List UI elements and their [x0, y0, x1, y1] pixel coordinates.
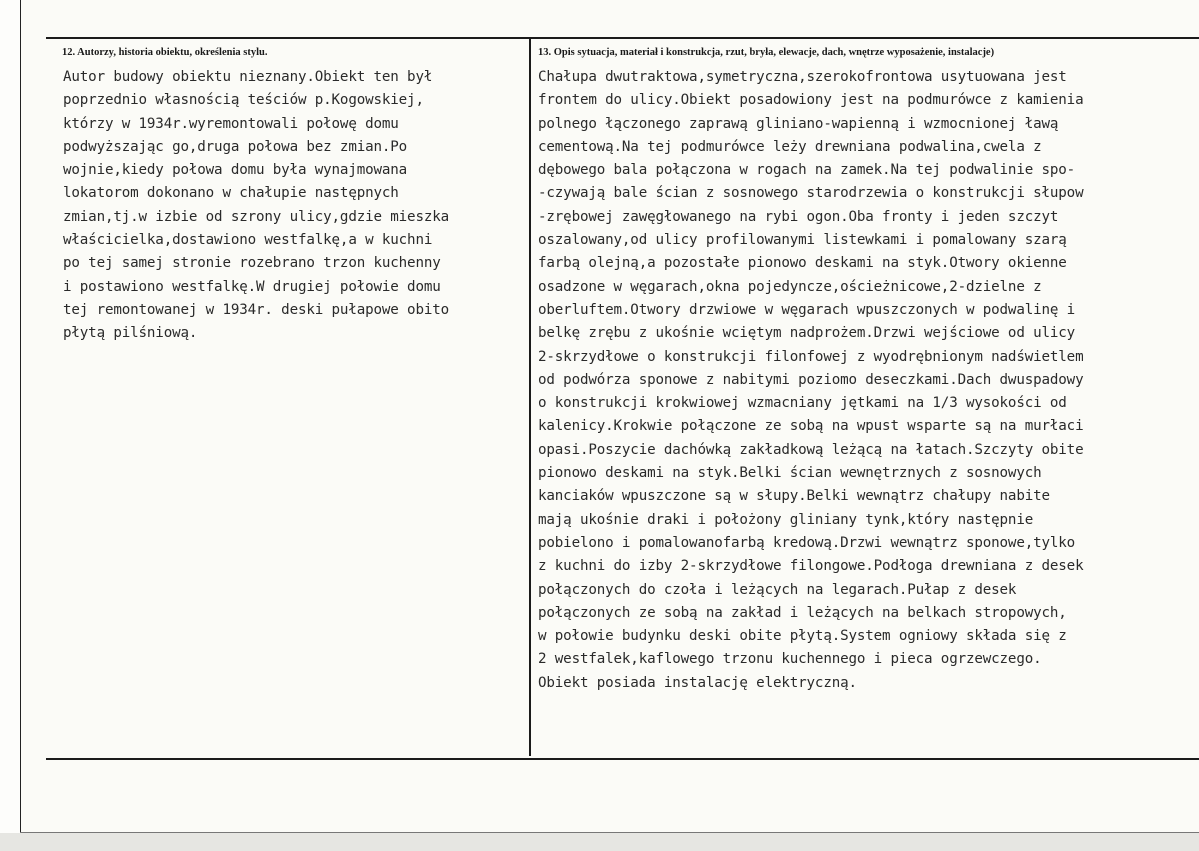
text-line: lokatorom dokonano w chałupie następnych: [63, 185, 399, 202]
text-line: Chałupa dwutraktowa,symetryczna,szerokofrontowa usytuowana jest: [538, 69, 1067, 85]
text-line: pobielono i pomalowanofarbą kredową.Drzwi wewnątrz sponowe,tylko: [538, 534, 1076, 551]
text-line: o konstrukcji krokwiowej wzmacniany jętkami na 1/3 wysokości od: [538, 395, 1067, 412]
section-13-heading: 13. Opis sytuacja, materiał i konstrukcja, rzut, bryła, elewacje, dach, wnętrze wyposażenie, instalacje): [538, 47, 995, 58]
page-left-margin: [0, 0, 21, 851]
text-line: pionowo deskami na styk.Belki ścian wewnętrznych z sosnowych: [538, 465, 1042, 482]
text-line: zmian,tj.w izbie od szrony ulicy,gdzie mieszka: [63, 208, 450, 225]
text-line: mają ukośnie draki i położony gliniany tynk,który następnie: [538, 511, 1034, 528]
text-line: 2-skrzydłowe o konstrukcji filonfowej z wyodrębnionym nadświetlem: [538, 348, 1084, 365]
section-12-heading: 12. Autorzy, historia obiektu, określenia stylu.: [62, 47, 268, 58]
text-line: i postawiono westfalkę.W drugiej połowie domu: [63, 278, 441, 295]
bottom-rule: [46, 758, 1199, 760]
text-line: podwyższając go,druga połowa bez zmian.Po: [63, 138, 408, 155]
text-line: -czywają bale ścian z sosnowego starodrzewia o konstrukcji słupow: [538, 185, 1084, 202]
text-line: wojnie,kiedy połowa domu była wynajmowana: [63, 162, 408, 179]
text-line: Autor budowy obiektu nieznany.Obiekt ten był: [63, 69, 433, 85]
scan-bottom-strip: [0, 833, 1199, 851]
column-divider: [529, 39, 531, 756]
text-line: farbą olejną,a pozostałe pionowo deskami na styk.Otwory okienne: [538, 255, 1067, 272]
text-line: tej remontowanej w 1934r. deski pułapowe obito: [63, 301, 450, 318]
text-line: osadzone w węgarach,okna pojedyncze,ościeżnicowe,2-dzielne z: [538, 278, 1042, 295]
text-line: dębowego bala połączona w rogach na zamek.Na tej podwalinie spo-: [538, 162, 1076, 179]
text-line: połączonych ze sobą na zakład i leżących na belkach stropowych,: [538, 604, 1067, 621]
text-line: 2 westfalek,kaflowego trzonu kuchennego i pieca ogrzewczego.: [538, 651, 1042, 668]
text-line: opasi.Poszycie dachówką zakładkową leżącą na łatach.Szczyty obite: [538, 441, 1084, 458]
text-line: Obiekt posiada instalację elektryczną.: [538, 674, 857, 691]
text-line: od podwórza sponowe z nabitymi poziomo deseczkami.Dach dwuspadowy: [538, 371, 1084, 388]
text-line: kalenicy.Krokwie połączone ze sobą na wpust wsparte są na murłaci: [538, 418, 1084, 435]
text-line: kanciaków wpuszczone są w słupy.Belki wewnątrz chałupy nabite: [538, 488, 1050, 505]
text-line: frontem do ulicy.Obiekt posadowiony jest na podmurówce z kamienia: [538, 92, 1084, 109]
text-line: cementową.Na tej podmurówce leży drewniana podwalina,cwela z: [538, 138, 1042, 155]
text-line: polnego łączonego zaprawą gliniano-wapienną i wzmocnionej ławą: [538, 115, 1059, 132]
text-line: połączonych do czoła i leżących na legarach.Pułap z desek: [538, 581, 1017, 598]
text-line: oberluftem.Otwory drzwiowe w węgarach wpuszczonych w podwalinę i: [538, 301, 1076, 318]
text-line: płytą pilśniową.: [63, 325, 198, 342]
top-rule: [46, 37, 1199, 39]
text-line: poprzednio własnością teściów p.Kogowskiej,: [63, 92, 424, 109]
text-line: oszalowany,od ulicy profilowanymi listewkami i pomalowany szarą: [538, 232, 1067, 249]
text-line: z kuchni do izby 2-skrzydłowe filongowe.Podłoga drewniana z desek: [538, 558, 1084, 575]
text-line: -zrębowej zawęgłowanego na rybi ogon.Oba fronty i jeden szczyt: [538, 208, 1059, 225]
text-line: belkę zrębu z ukośnie wciętym nadprożem.Drzwi wejściowe od ulicy: [538, 325, 1076, 342]
text-line: w połowie budynku deski obite płytą.System ogniowy składa się z: [538, 628, 1067, 645]
text-line: którzy w 1934r.wyremontowali połowę domu: [63, 115, 399, 132]
text-line: właścicielka,dostawiono westfalkę,a w kuchni: [63, 232, 433, 249]
section-13-text: [538, 66, 1199, 695]
section-12-text: [63, 66, 525, 346]
text-line: po tej samej stronie rozebrano trzon kuchenny: [63, 255, 441, 272]
